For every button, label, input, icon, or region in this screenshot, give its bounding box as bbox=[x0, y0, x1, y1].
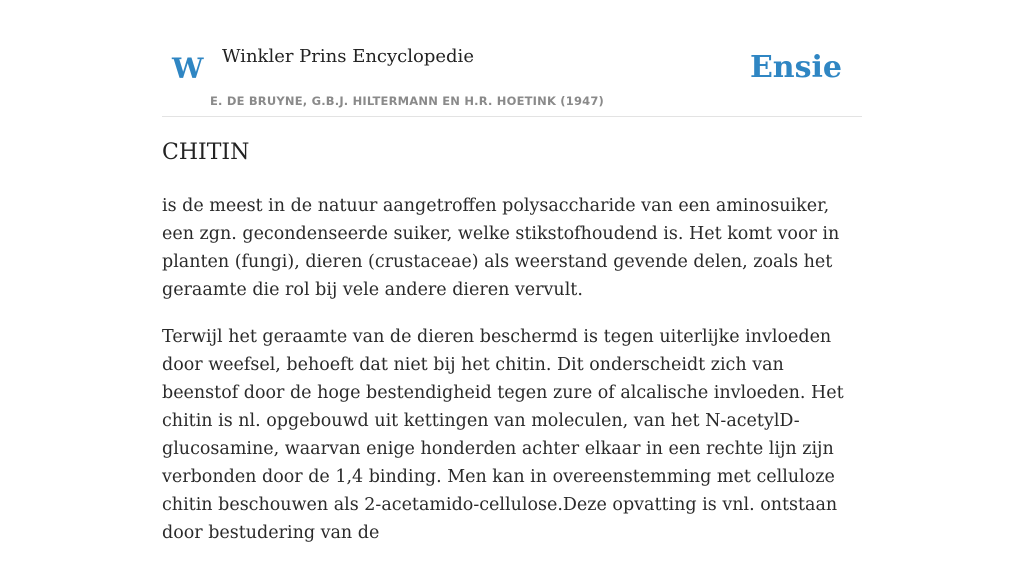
source-header bbox=[162, 40, 862, 117]
article-body bbox=[162, 192, 862, 566]
ensie-logo[interactable]: Ensie bbox=[749, 50, 842, 85]
article-paragraph: is de meest in de natuur aangetroffen polysaccharide van een aminosuiker, een zgn. gecondenseerde suiker, welke stikstofhoudend is. Het komt voor in planten (fungi), dieren (crustaceae) als weerstand gevende delen, zoals het geraamte die rol bij vele andere dieren vervult. bbox=[162, 196, 840, 300]
article-paragraph: Terwijl het geraamte van de dieren beschermd is tegen uiterlijke invloeden door weefsel, behoeft dat niet bij het chitin. Dit onderscheidt zich van beenstof door de hoge bestendigheid tegen zure of alcalische invloeden. Het chitin is nl. opgebouwd uit kettingen van moleculen, van het N-acetylD-glucosamine, waarvan enige honderden achter elkaar in een rechte lijn zijn verbonden door de 1,4 binding. Men kan in overeenstemming met celluloze chitin beschouwen als 2-acetamido-cellulose.Deze opvatting is vnl. ontstaan door bestudering van de bbox=[162, 327, 844, 543]
source-logo-icon[interactable]: W bbox=[172, 52, 204, 85]
source-title[interactable]: Winkler Prins Encyclopedie bbox=[222, 46, 474, 67]
article-title: CHITIN bbox=[162, 140, 250, 165]
source-authors: E. DE BRUYNE, G.B.J. HILTERMANN EN H.R. HOETINK (1947) bbox=[210, 94, 605, 108]
